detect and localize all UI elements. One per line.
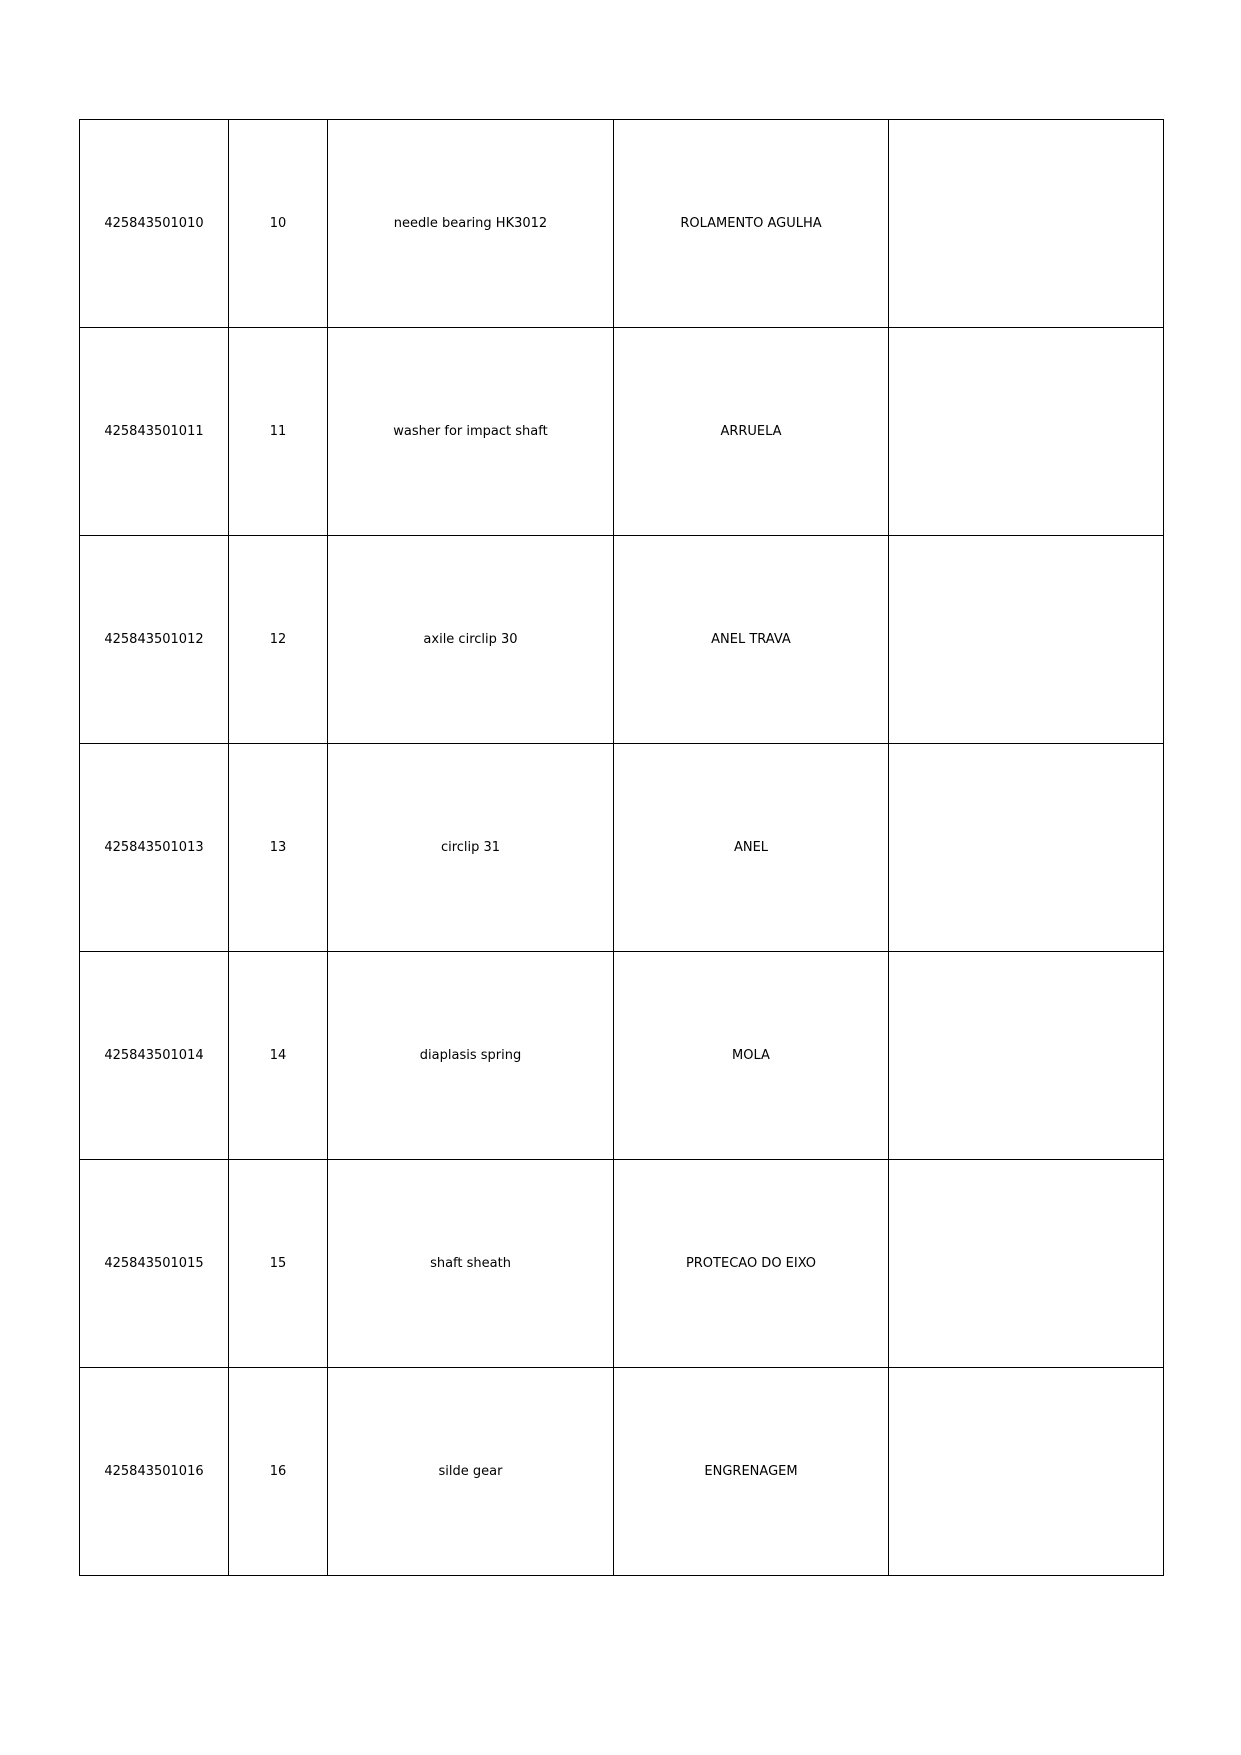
table-row: [80, 328, 1164, 536]
part-code-cell: 425843501014: [80, 952, 229, 1160]
empty-cell: [889, 952, 1164, 1160]
part-code-cell: 425843501013: [80, 744, 229, 952]
description-en-cell: needle bearing HK3012: [328, 120, 614, 328]
position-cell: 10: [229, 120, 328, 328]
position-cell: 15: [229, 1160, 328, 1368]
description-en-cell: circlip 31: [328, 744, 614, 952]
table-row: [80, 744, 1164, 952]
part-code-cell: 425843501010: [80, 120, 229, 328]
description-en-cell: shaft sheath: [328, 1160, 614, 1368]
table-row: [80, 1160, 1164, 1368]
table-row: [80, 1368, 1164, 1576]
empty-cell: [889, 744, 1164, 952]
part-code-cell: 425843501011: [80, 328, 229, 536]
description-pt-cell: MOLA: [614, 952, 889, 1160]
description-pt-cell: ANEL TRAVA: [614, 536, 889, 744]
position-cell: 12: [229, 536, 328, 744]
description-en-cell: silde gear: [328, 1368, 614, 1576]
table-row: [80, 536, 1164, 744]
description-en-cell: washer for impact shaft: [328, 328, 614, 536]
description-pt-cell: ANEL: [614, 744, 889, 952]
position-cell: 16: [229, 1368, 328, 1576]
empty-cell: [889, 1368, 1164, 1576]
table-row: [80, 952, 1164, 1160]
description-en-cell: diaplasis spring: [328, 952, 614, 1160]
part-code-cell: 425843501012: [80, 536, 229, 744]
part-code-cell: 425843501016: [80, 1368, 229, 1576]
empty-cell: [889, 536, 1164, 744]
description-pt-cell: PROTECAO DO EIXO: [614, 1160, 889, 1368]
description-pt-cell: ENGRENAGEM: [614, 1368, 889, 1576]
description-pt-cell: ROLAMENTO AGULHA: [614, 120, 889, 328]
empty-cell: [889, 1160, 1164, 1368]
parts-table: [79, 119, 1164, 1576]
table-row: [80, 120, 1164, 328]
description-en-cell: axile circlip 30: [328, 536, 614, 744]
position-cell: 14: [229, 952, 328, 1160]
empty-cell: [889, 120, 1164, 328]
empty-cell: [889, 328, 1164, 536]
position-cell: 11: [229, 328, 328, 536]
description-pt-cell: ARRUELA: [614, 328, 889, 536]
part-code-cell: 425843501015: [80, 1160, 229, 1368]
parts-table-body: [80, 120, 1164, 1576]
position-cell: 13: [229, 744, 328, 952]
